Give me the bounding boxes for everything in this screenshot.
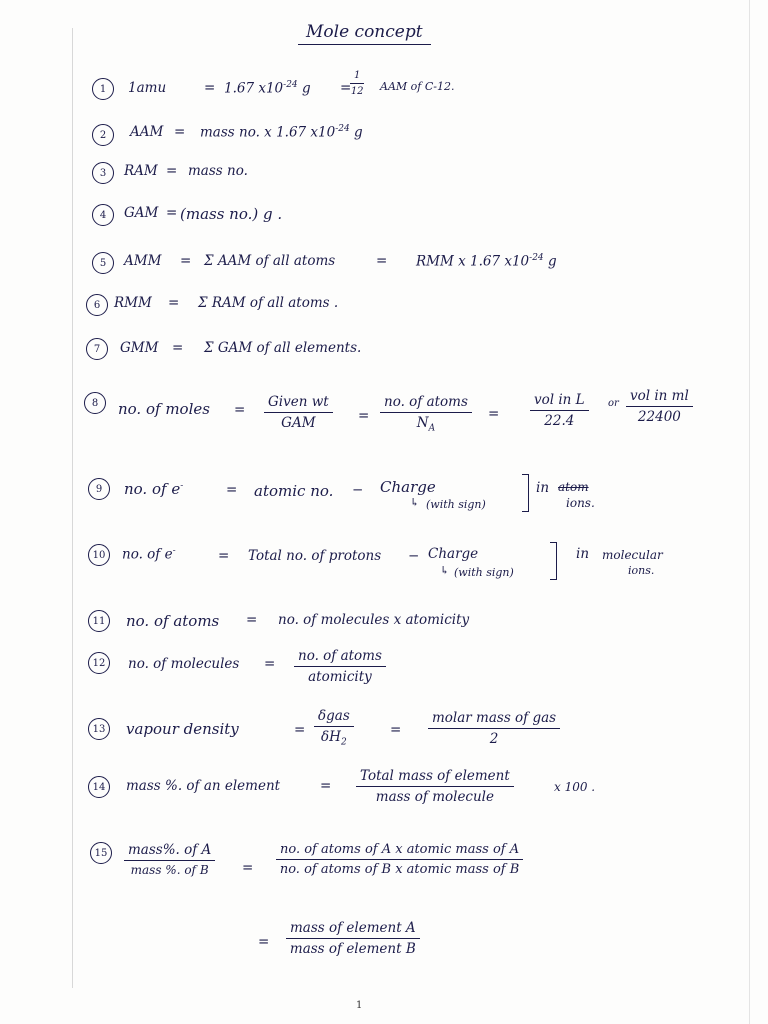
hook-arrow-icon: ↳ [410,496,420,509]
item-number: 5 [92,252,114,274]
fraction: Total mass of element mass of molecule [356,768,514,805]
term: no. of e- [124,480,184,498]
equals: = [488,406,500,422]
fraction: no. of atoms $N_A$ [380,394,472,434]
page-edge [749,0,750,1024]
term: mass %. of an element [126,778,281,794]
equals: = [168,295,180,311]
equals: = [174,124,186,140]
term: no. of e- [122,546,176,563]
term: molecular [602,548,663,562]
term: RMM x 1.67 $x10^{-24}$ g [416,253,557,270]
term: Charge [380,478,436,496]
term: (with sign) [426,498,486,511]
item-number: 8 [84,392,106,414]
formula-row-2 [92,120,712,148]
equals: = [166,205,178,221]
term: 1.67 $x10^{-24}$ g [224,80,311,97]
equals: = [242,860,254,876]
fraction: no. of atoms atomicity [294,648,386,685]
fraction: vol in ml 22400 [626,388,693,425]
fraction: mass%. of A mass %. of B [124,842,215,877]
term: atom [558,480,589,494]
equals: = [246,612,258,628]
equals: = [390,722,402,738]
fraction: Given wt GAM [264,394,333,431]
closing-bracket [550,542,557,580]
equals: = [204,80,216,96]
term: (with sign) [454,566,514,579]
item-number: 10 [88,544,110,566]
item-number: 6 [86,294,108,316]
term: (mass no.) g . [180,205,283,223]
formula-row-1 [92,70,712,106]
term: Σ GAM of all elements. [204,340,362,356]
formula-row-4 [92,202,712,230]
term: no. of atoms [126,612,220,630]
term: ions. [628,564,655,577]
term: Charge [428,546,479,562]
margin-line [72,28,73,988]
closing-bracket [522,474,529,512]
item-number: 3 [92,162,114,184]
minus: − [408,548,420,564]
item-number: 11 [88,610,110,632]
fraction: vol in L 22.4 [530,392,589,429]
term: x 100 . [554,780,596,794]
term: no. of molecules [128,656,240,672]
formula-row-9 [88,472,708,522]
equals: = [376,253,388,269]
item-number: 7 [86,338,108,360]
term: RMM [114,295,152,311]
item-number: 4 [92,204,114,226]
item-number: 1 [92,78,114,100]
equals: = [218,548,230,564]
fraction: molar mass of gas 2 [428,710,560,747]
fraction: $\frac{1}{12}$ [350,70,364,97]
equals: = [234,402,246,418]
equals: = [294,722,306,738]
term: Σ AAM of all atoms [204,253,336,269]
formula-row-11 [88,608,708,636]
formula-row-5 [92,248,712,276]
term: 1amu [128,80,167,96]
formula-row-15 [90,838,710,978]
equals: = [258,934,270,950]
equals: = [226,482,238,498]
formula-row-14 [88,768,708,822]
formula-row-10 [88,540,708,590]
term: no. of molecules x atomicity [278,612,470,628]
term: Total no. of protons [248,548,382,564]
formula-row-13 [88,706,708,756]
equals: = [358,408,370,424]
term: ions. [566,496,595,510]
term: RAM [124,163,158,179]
equals: = [172,340,184,356]
term: AAM [130,124,164,140]
item-number: 13 [88,718,110,740]
equals: = [166,163,178,179]
term: in [576,546,590,562]
formula-row-7 [86,336,706,364]
page-number: 1 [356,1000,363,1011]
item-number: 15 [90,842,112,864]
term: no. of moles [118,400,210,418]
term: AMM [124,253,162,269]
item-number: 12 [88,652,110,674]
fraction: δgas $\delta H_2$ [314,708,354,748]
equals: = [180,253,192,269]
minus: − [352,482,364,498]
term: in [536,480,550,496]
term: GAM [124,205,159,221]
term: vapour density [126,720,239,738]
term: GMM [120,340,159,356]
term: mass no. x 1.67 $x10^{-24}$ g [200,124,363,141]
term: Σ RAM of all atoms . [198,295,339,311]
hook-arrow-icon: ↳ [440,564,450,577]
term: atomic no. [254,482,334,500]
term: or [608,398,619,409]
page-title: Mole concept [298,22,431,45]
formula-row-12 [88,646,708,696]
equals: = [340,80,352,96]
item-number: 14 [88,776,110,798]
term: AAM of C-12. [380,80,455,93]
equals: = [320,778,332,794]
fraction: no. of atoms of A x atomic mass of A no. of atoms of B x atomic mass of B [276,842,523,877]
equals: = [264,656,276,672]
term: mass no. [188,163,248,179]
item-number: 9 [88,478,110,500]
item-number: 2 [92,124,114,146]
formula-row-8 [84,388,724,448]
formula-row-3 [92,160,712,186]
formula-row-6 [86,292,706,320]
fraction: mass of element A mass of element B [286,920,420,957]
